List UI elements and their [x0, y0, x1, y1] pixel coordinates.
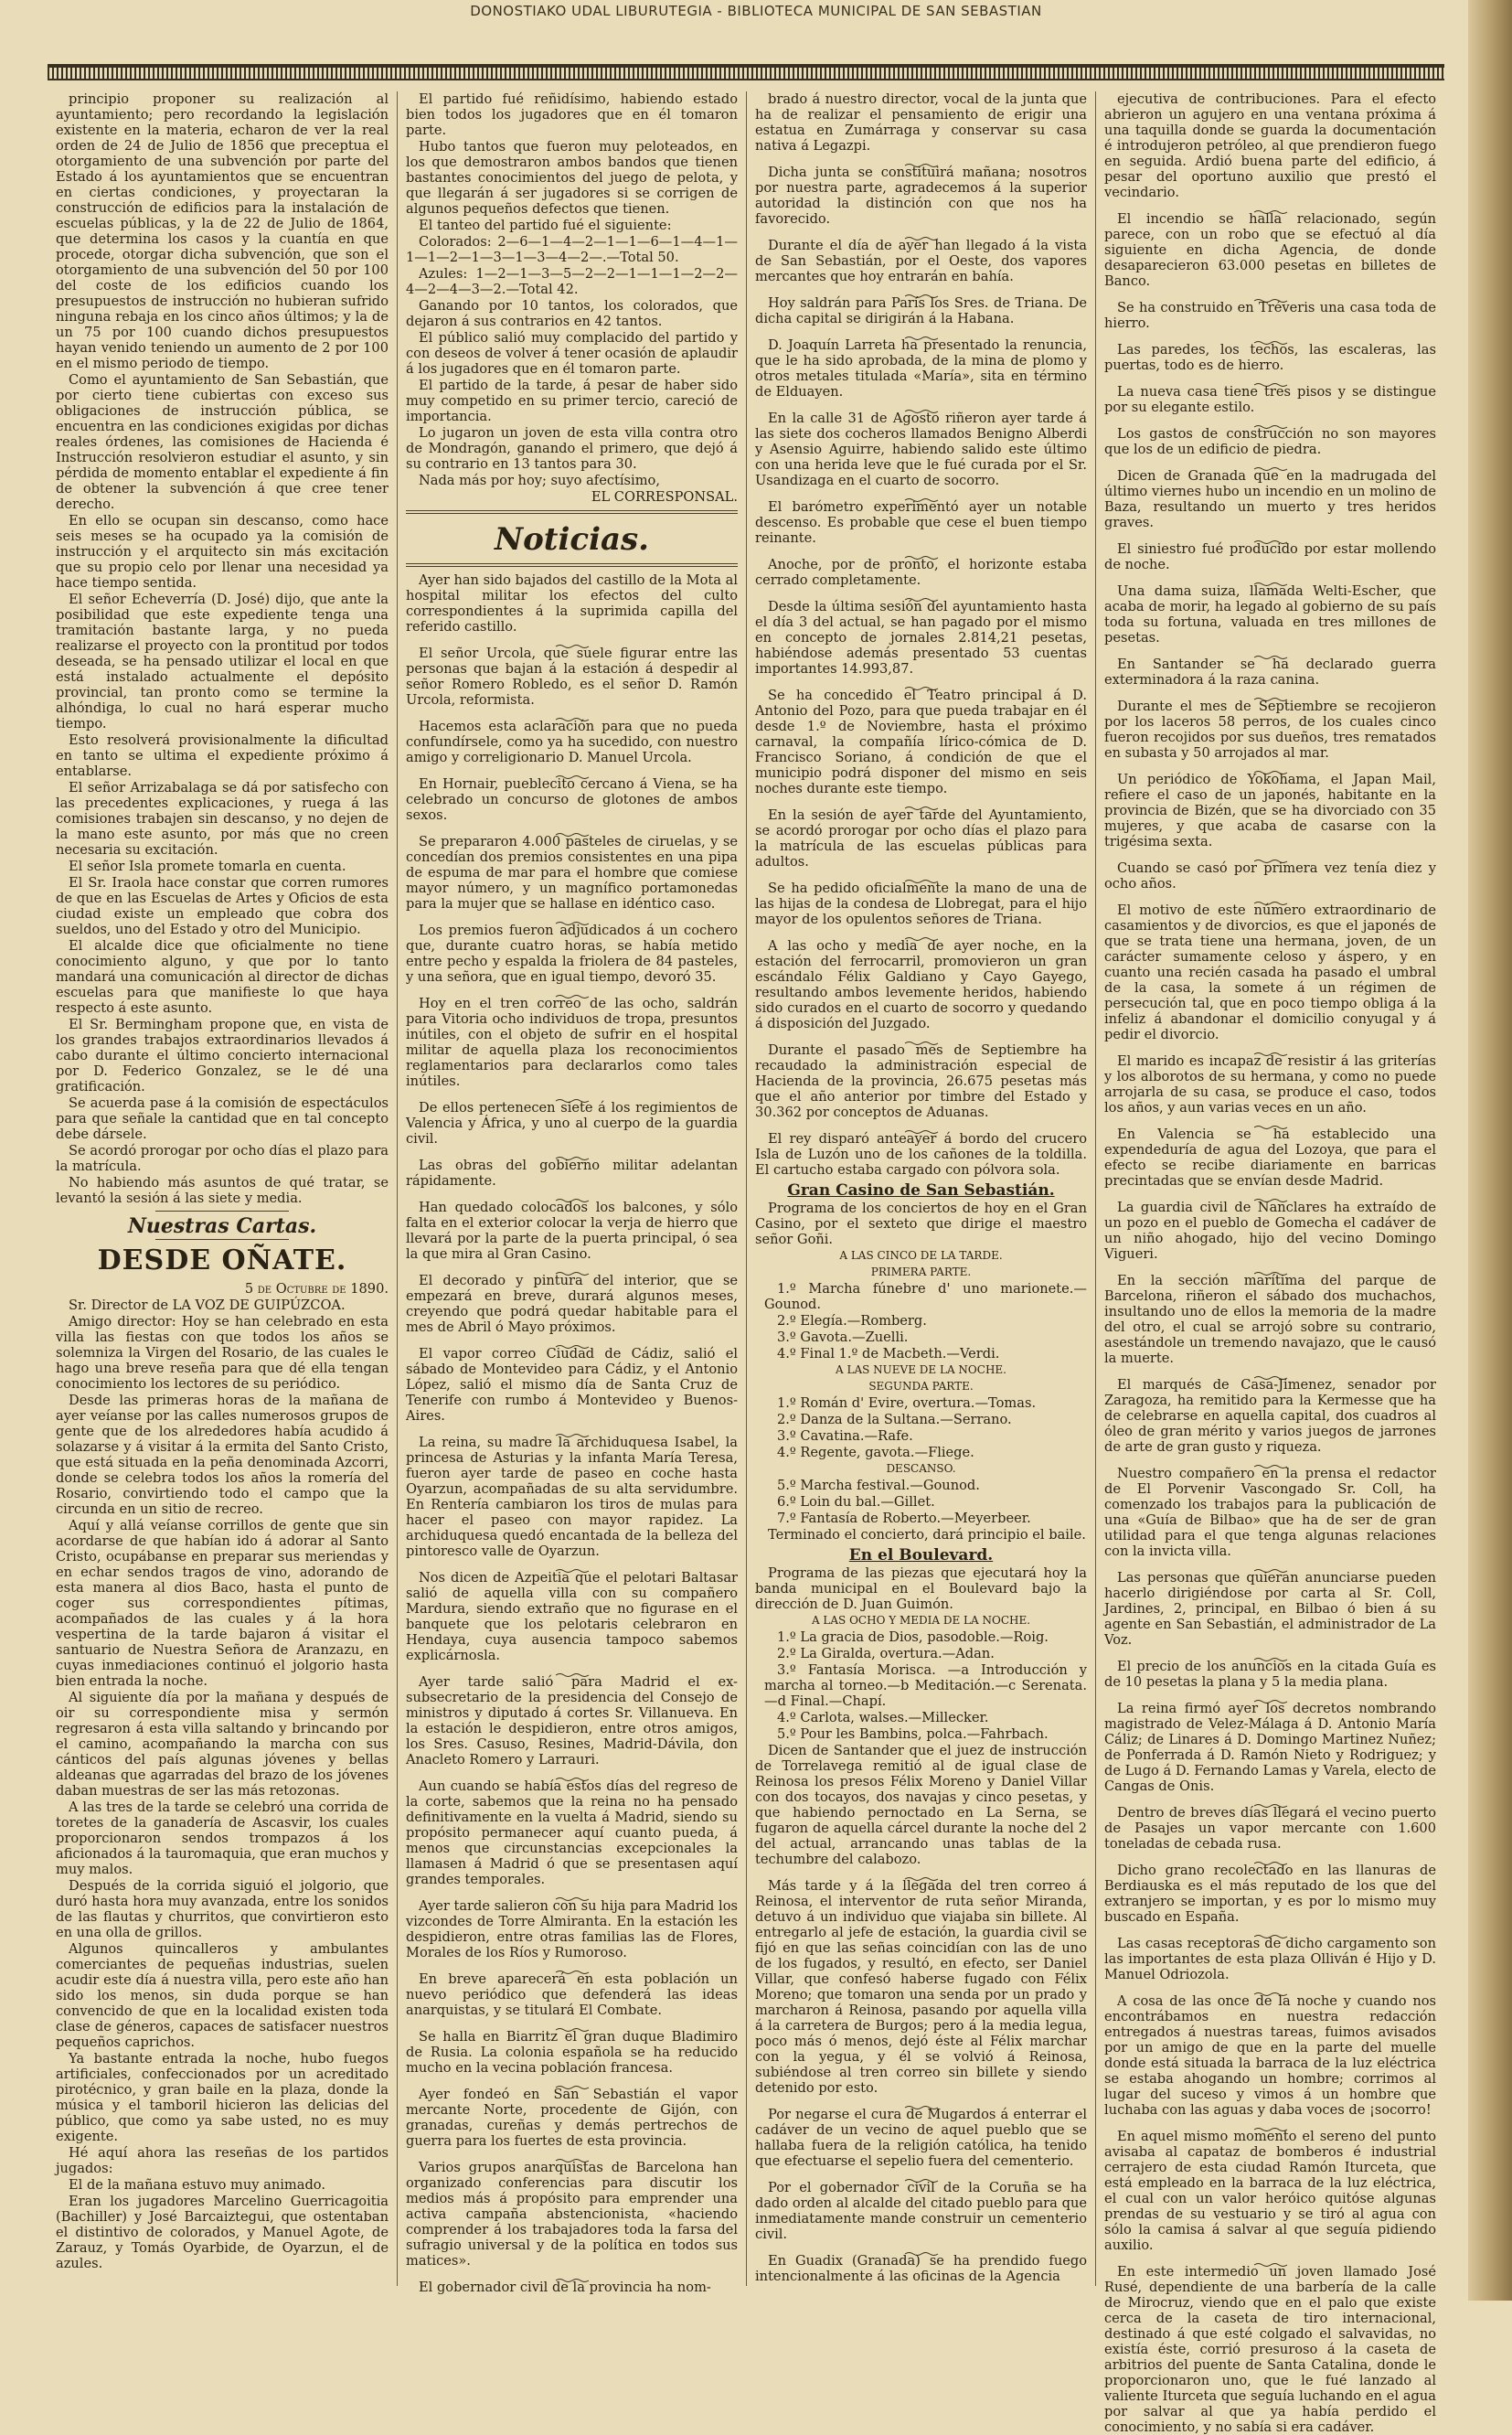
paragraph: El Sr. Bermingham propone que, en vista de los grandes trabajos extraordinarios llevados á cabo durante el último concierto internacional por D. Federico Gonzalez, se le dé una gratificación. — [56, 1017, 389, 1095]
news-separator — [406, 2021, 738, 2026]
paragraph: Se acordó prorogar por ocho días el plazo para la matrícula. — [56, 1143, 389, 1174]
paragraph: Aquí y allá veíanse corrillos de gente que sin acordarse de que habían ido á adorar al Santo Cristo, ocupábanse en preparar sus meriendas y en echar sendos tragos de vino, adorando de esta manera al dios Baco, hasta el punto de coger sus correspondientes pítimas, acompañados de las cuales y á la hora vespertina de la tarde bajaron á visitar el santuario de Nuestra Señora de Aranzazu, en cuyas inmediaciones continuó el jolgorio hasta bien entrada la noche. — [56, 1518, 389, 1689]
paragraph: Se ha pedido oficialmente la mano de una de las hijas de la condesa de Llobregat, para el hijo mayor de los opulentos señores de Triana. — [755, 881, 1087, 927]
news-separator — [755, 402, 1087, 408]
paragraph: Las obras del gobierno militar adelantan rápidamente. — [406, 1158, 738, 1189]
news-separator — [406, 1191, 738, 1197]
paragraph: Las paredes, los techos, las escaleras, las puertas, todo es de hierro. — [1104, 342, 1436, 373]
paragraph: Aun cuando se había estos días del regreso de la corte, sabemos que la reina no ha pensado definitivamente en la vuelta á Madrid, siendo su propósito permanecer aquí cuanto pueda, á menos que circunstancias excepcionales la llamasen á Madrid ó que se presentasen aquí grandes temporales. — [406, 1778, 738, 1887]
news-separator — [1104, 334, 1436, 339]
paragraph: Los premios fueron adjudicados á un cochero que, durante cuatro horas, se había metido entre pecho y espalda la friolera de 84 pasteles, y una señora, que en igual tiempo, devoró 35. — [406, 923, 738, 985]
paragraph: Amigo director: Hoy se han celebrado en esta villa las fiestas con que todos los años se solemniza la Virgen del Rosario, de las cuales le hago una breve reseña para que dé ella tengan conocimiento los lectores de su periódico. — [56, 1314, 389, 1392]
news-separator — [406, 1426, 738, 1432]
paragraph: De ellos pertenecen siete á los regimientos de Valencia y África, y uno al cuerpo de la guardia civil. — [406, 1100, 738, 1147]
news-separator — [755, 930, 1087, 935]
casino-part-1: PRIMERA PARTE. — [870, 1266, 972, 1278]
paragraph: El partido de la tarde, á pesar de haber sido muy competido en su primer tercio, careció de importancia. — [406, 378, 738, 424]
paragraph: Nos dicen de Azpeitia que el pelotari Baltasar salió de aquella villa con su compañero Mardura, siendo extraño que no figurase en el banquete que los pelotaris celebraron en Hendaya, cuya ausencia tampoco sabemos explicárnosla. — [406, 1570, 738, 1663]
paragraph: El señor Urcola, que suele figurar entre las personas que bajan á la estación á despedir al señor Romero Robledo, es el señor D. Ramón Urcola, reformista. — [406, 646, 738, 708]
news-separator — [1104, 376, 1436, 381]
paragraph: Ayer tarde salieron con su hija para Madrid los vizcondes de Torre Almiranta. En la estación les despidieron, entre otras familias las de Flores, Morales de los Ríos y Rumoroso. — [406, 1898, 738, 1960]
paragraph: Nuestro compañero en la prensa el redactor de El Porvenir Vascongado Sr. Coll, ha comenzado los trabajos para la publicación de una «Guía de Bilbao» que ha de ser de gran utilidad para el que tenga algunas relaciones con la invicta villa. — [1104, 1466, 1436, 1559]
news-separator — [1104, 2120, 1436, 2126]
paragraph: Dentro de breves días llegará el vecino puerto de Pasajes un vapor mercante con 1.600 toneladas de cebada rusa. — [1104, 1805, 1436, 1852]
paragraph: Como el ayuntamiento de San Sebastián, que por cierto tiene cubiertas con exceso sus obligaciones de instrucción pública, se encuentra en las condiciones exigidas por dichas reales órdenes, las comisiones de Hacienda é Instrucción resolvieron estudiar el asunto, y sin pérdida de momento entablar el expediente á fin de obtener la subvención á que cree tener derecho. — [56, 372, 389, 512]
column-1 — [48, 91, 397, 2286]
paragraph: Por negarse el cura de Mugardos á enterrar el cadáver de un vecino de aquel pueblo que se hallaba fuera de la religión católica, ha tenido que efectuarse el sepelio fuera del cementerio. — [755, 2107, 1087, 2169]
paragraph: A las ocho y media de ayer noche, en la estación del ferrocarril, promovieron un gran escándalo Félix Galdiano y Cayo Gayego, resultando ambos levemente heridos, habiendo sido curados en el cuarto de socorro y quedando á disposición del Juzgado. — [755, 938, 1087, 1031]
paragraph: No habiendo más asuntos de qué tratar, se levantó la sesión á las siete y media. — [56, 1175, 389, 1206]
paragraph: La guardia civil de Nanclares ha extraído de un pozo en el pueblo de Gomecha el cadáver de un niño ahogado, hijo del vecino Domingo Vigueri. — [1104, 1200, 1436, 1262]
paragraph: Nada más por hoy; suyo afectísimo, — [419, 473, 660, 488]
paragraph: El señor Isla promete tomarla en cuenta. — [69, 859, 346, 874]
paragraph: A las tres de la tarde se celebró una corrida de toretes de la ganadería de Ascasvir, los cuales proporcionaron sendos trompazos á los aficionados á la tauromaquia, que eran muchos y muy malos. — [56, 1800, 389, 1877]
news-separator — [755, 1870, 1087, 1875]
paragraph: El señor Arrizabalaga se dá por satisfecho con las precedentes explicaciones, y ruega á las comisiones trabajen sin descanso, y no dejen de la mano este asunto, por más que no creen necesaria su excitación. — [56, 780, 389, 858]
article-date: 5 de Octubre de 1890. — [244, 1281, 389, 1297]
paragraph: principio proponer su realización al ayuntamiento; pero recordando la legislación existente en la materia, echaron de ver la real orden de 24 de Julio de 1856 que preceptua el otorgamiento de una subvención por parte del Estado á los ayuntamientos que se encuentran en ciertas condiciones, y proyectaran la construcción de edificios para la instalación de escuelas públicas, y la de 22 de Julio de 1864, que determina los casos y la cuantía en que procede, otorgar dicha subvención, que son el otorgamiento de una subvención del 50 por 100 del coste de los edificios cuando los presupuestos de instrucción no hubieran sufrido ninguna rebaja en los cinco años últimos; y la de un 75 por 100 cuando dichos presupuestos hayan venido teniendo un aumento de 2 por 100 en el mismo periodo de tiempo. — [56, 91, 389, 371]
news-separator — [1104, 1369, 1436, 1374]
news-separator — [1104, 533, 1436, 539]
paragraph: Se halla en Biarritz el gran duque Bladimiro de Rusia. La colonia española se ha reducido mucho en la vecina población francesa. — [406, 2029, 738, 2076]
article-title-onate: DESDE OÑATE. — [97, 1244, 347, 1276]
paragraph: 1.º La gracia de Dios, pasodoble.—Roig. — [777, 1629, 1049, 1645]
news-separator — [755, 329, 1087, 335]
paragraph: En breve aparecerá en esta población un nuevo periódico que defenderá las ideas anarquistas, y se titulará El Combate. — [406, 1971, 738, 2018]
section-title-noticias: Noticias. — [494, 521, 649, 558]
news-separator — [406, 768, 738, 774]
column-4 — [1095, 91, 1444, 2435]
paragraph: 6.º Loin du bal.—Gillet. — [777, 1494, 935, 1510]
paragraph: 4.º Regente, gavota.—Fliege. — [777, 1445, 974, 1460]
paragraph: El barómetro experimentó ayer un notable descenso. Es probable que cese el buen tiempo reinante. — [755, 499, 1087, 546]
paragraph: 5.º Marcha festival.—Gounod. — [777, 1478, 980, 1493]
news-separator — [755, 591, 1087, 596]
paragraph: Ayer tarde salió para Madrid el ex-subsecretario de la presidencia del Consejo de ministros y diputado á cortes Sr. Villanueva. En la estación le despidieron, entre otros amigos, los Sres. Casuso, Resines, Madrid-Dávila, don Anacleto Romero y Larrauri. — [406, 1674, 738, 1768]
paragraph: Se ha concedido el Teatro principal á D. Antonio del Pozo, para que pueda trabajar en él desde 1.º de Noviembre, hasta el próximo carnaval, la compañía lírico-cómica de D. Francisco Soriano, á condición de que el municipio podrá disponer del mismo en seis noches durante este tiempo. — [755, 688, 1087, 796]
paragraph: 3.º Fantasía Morisca. —a Introducción y marcha al torneo.—b Meditación.—c Serenata.—d Final.—Chapí. — [764, 1662, 1087, 1709]
paragraph: Se acuerda pase á la comisión de espectáculos para que señale la cantidad que en tal concepto debe dársele. — [56, 1095, 389, 1142]
news-separator — [406, 1149, 738, 1155]
news-separator — [755, 872, 1087, 878]
paragraph: Se prepararon 4.000 pasteles de ciruelas, y se concedían dos premios consistentes en una pipa de espuma de mar para el hombre que comiese mayor número, y un magnífico portamonedas para la mujer que se hallase en idéntico caso. — [406, 834, 738, 912]
paragraph: 2.º Danza de la Sultana.—Serrano. — [777, 1412, 1012, 1427]
divider — [155, 1239, 289, 1240]
paragraph: Varios grupos anarquistas de Barcelona han organizado conferencias para discutir los medios más á propósito para emprender una activa campaña abstencionista, «haciendo comprender á los trabajadores toda la farsa del sufragio universal y de la política en todos sus matices». — [406, 2160, 738, 2269]
news-separator — [1104, 1562, 1436, 1567]
paragraph: 2.º La Giralda, overtura.—Adan. — [777, 1646, 995, 1661]
paragraph: 1.º Marcha fúnebre d' uno marionete.—Gounod. — [764, 1281, 1087, 1312]
news-separator — [406, 1265, 738, 1270]
paragraph: El siniestro fué producido por estar mollendo de noche. — [1104, 541, 1436, 572]
paragraph: Durante el mes de Septiembre se recojieron por los laceros 58 perros, de los cuales cinco fueron recojidos por sus dueños, tres rematados en subasta y 50 arrojados al mar. — [1104, 699, 1436, 761]
news-separator — [755, 549, 1087, 554]
news-separator — [1104, 894, 1436, 900]
news-separator — [755, 2099, 1087, 2104]
paragraph: Ganando por 10 tantos, los colorados, que dejaron á sus contrarios en 42 tantos. — [406, 298, 738, 329]
paragraph: En ello se ocupan sin descanso, como hace seis meses se ha ocupado ya la comisión de instrucción y el arquitecto sin más excitación que su propio celo por llenar una necesidad ya hace tiempo sentida. — [56, 513, 389, 591]
paragraph: 4.º Carlota, walses.—Millecker. — [777, 1710, 989, 1725]
library-header: DONOSTIAKO UDAL LIBURUTEGIA - BIBLIOTECA MUNICIPAL DE SAN SEBASTIAN — [470, 3, 1042, 19]
paragraph: 3.º Cavatina.—Rafe. — [777, 1428, 913, 1444]
paragraph: 2.º Elegía.—Romberg. — [777, 1313, 927, 1329]
paragraph: Hoy saldrán para París los Sres. de Triana. De dicha capital se dirigirán á la Habana. — [755, 295, 1087, 326]
divider — [406, 510, 738, 514]
paragraph: Colorados: 2—6—1—4—2—1—1—6—1—4—1—1—1—2—1—3—1—3—4—2—.—Total 50. — [406, 234, 738, 265]
paragraph: En Santander se ha declarado guerra exterminadora á la raza canina. — [1104, 657, 1436, 688]
news-separator — [1104, 764, 1436, 769]
news-separator — [406, 2078, 738, 2084]
news-separator — [1104, 1985, 1436, 1991]
paragraph: brado á nuestro director, vocal de la junta que ha de realizar el pensamiento de erigir una estatua en Zumárraga y conservar su casa nativa á Legazpi. — [755, 91, 1087, 154]
boulevard-time: A LAS OCHO Y MEDIA DE LA NOCHE. — [811, 1614, 1031, 1627]
paragraph: En Hornair, pueblecito cercano á Viena, se ha celebrado un concurso de glotones de ambos sexos. — [406, 776, 738, 823]
news-separator — [1104, 1693, 1436, 1698]
paragraph: El precio de los anuncios en la citada Guía es de 10 pesetas la plana y 5 la media plana. — [1104, 1659, 1436, 1690]
paragraph: Las casas receptoras de dicho cargamento son las importantes de esta plaza Olliván é Hijo y D. Manuel Odriozola. — [1104, 1936, 1436, 1982]
news-separator — [406, 1562, 738, 1567]
section-title-cartas: Nuestras Cartas. — [127, 1214, 317, 1238]
top-rule — [48, 64, 1444, 80]
casino-part-2: SEGUNDA PARTE. — [868, 1380, 974, 1393]
paragraph: Dicen de Granada que en la madrugada del último viernes hubo un incendio en un molino de Baza, resultando un muerto y tres heridos graves. — [1104, 468, 1436, 530]
paragraph: Un periódico de Yokohama, el Japan Mail, refiere el caso de un japonés, habitante en la provincia de Bizén, que se ha divorciado con 35 mujeres, y que acaba de casarse con la trigésima sexta. — [1104, 772, 1436, 849]
news-separator — [1104, 1458, 1436, 1463]
paragraph: Dicha junta se constituirá mañana; nosotros por nuestra parte, agradecemos á la superior autoridad la distinción con que nos ha favorecido. — [755, 165, 1087, 227]
news-separator — [1104, 648, 1436, 654]
column-3 — [746, 91, 1095, 2286]
paragraph: En Guadix (Granada) se ha prendido fuego intencionalmente á las oficinas de la Agencia — [755, 2253, 1087, 2284]
news-separator — [406, 1338, 738, 1343]
paragraph: El decorado y pintura del interior, que se empezará en breve, durará algunos meses, creyendo que podrá quedar habitable para el mes de Abril ó Mayo próximos. — [406, 1273, 738, 1335]
paragraph: El partido fué reñidísimo, habiendo estado bien todos los jugadores que en él tomaron parte. — [406, 91, 738, 138]
paragraph: Lo jugaron un joven de esta villa contra otro de Mondragón, ganando el primero, que dejó á su contrario en 13 tantos para 30. — [406, 425, 738, 472]
paragraph: Al siguiente día por la mañana y después de oir su correspondiente misa y sermón regresaron á esta villa saltando y brincando por el camino, acompañando la marcha con sus cánticos del país algunas jóvenes y bellas aldeanas que agarradas del brazo de los jóvenes daban muestras de ser las más retozonas. — [56, 1690, 389, 1799]
paragraph: 7.º Fantasía de Roberto.—Meyerbeer. — [777, 1511, 1031, 1526]
news-separator — [406, 1092, 738, 1097]
paragraph: Las personas que quieran anunciarse pueden hacerlo dirigiéndose por carta al Sr. Coll, Jardines, 2, principal, en Bilbao ó bien á su agente en San Sebastián, el administrador de La Voz. — [1104, 1570, 1436, 1648]
paragraph: El tanteo del partido fué el siguiente: — [419, 218, 672, 233]
paragraph: Cuando se casó por primera vez tenía diez y ocho años. — [1104, 860, 1436, 892]
news-separator — [406, 1770, 738, 1776]
news-separator — [1104, 1928, 1436, 1933]
paragraph: En aquel mismo momento el sereno del punto avisaba al capataz de bomberos é industrial cerrajero de esta ciudad Ramón Iturceta, que está empleado en la barraca de la luz eléctrica, el cual con un valor heróico quitóse algunas prendas de su vestuario y se tiró al agua con sólo la camisa á salvar al que seguía pidiendo auxilio. — [1104, 2129, 1436, 2253]
paragraph: El Sr. Iraola hace constar que corren rumores de que en las Escuelas de Artes y Oficios de esta ciudad existe un empleado que cobra dos sueldos, uno del Estado y otro del Municipio. — [56, 875, 389, 937]
paragraph: Sr. Director de LA VOZ DE GUIPÚZCOA. — [69, 1298, 346, 1313]
newspaper-columns — [48, 91, 1444, 2435]
paragraph: Eran los jugadores Marcelino Guerricagoitia (Bachiller) y José Barcaiztegui, que ostentaban el distintivo de colorados, y Manuel Agote, de Zarauz, y Tomás Oyarbide, de Oyarzun, el de azules. — [56, 2194, 389, 2271]
paragraph: Dicen de Santander que el juez de instrucción de Torrelavega remitió al de igual clase de Reinosa los presos Félix Moreno y Daniel Villar con dos tocayos, dos navajas y cinco pesetas, y que habiendo pernoctado en La Serna, se fugaron de aquella cárcel durante la noche del 2 del actual, arrancando unas tablas de la techumbre del calabozo. — [755, 1743, 1087, 1867]
column-2 — [397, 91, 746, 2295]
paragraph: La reina firmó ayer los decretos nombrando magistrado de Velez-Málaga á D. Antonio María Cáliz; de Linares á D. Domingo Martinez Nuñez; de Ponferrada á D. Ramón Nieto y Rodriguez; y de Lugo á D. Fernando Lamas y Varela, electo de Cangas de Onis. — [1104, 1701, 1436, 1794]
news-separator — [1104, 1191, 1436, 1197]
news-separator — [406, 710, 738, 716]
news-separator — [1104, 1265, 1436, 1270]
paragraph: A cosa de las once de la noche y cuando nos encontrábamos en nuestra redacción entregados á nuestras tareas, fuimos avisados por un amigo de que en la parte del muelle donde está situada la barraca de la luz eléctrica se estaba ahogando un hombre; corrimos al lugar del suceso y vimos á un hombre que luchaba con las aguas y daba voces de ¡socorro! — [1104, 1993, 1436, 2118]
news-separator — [755, 2245, 1087, 2250]
paragraph: Más tarde y á la llegada del tren correo á Reinosa, el interventor de ruta señor Miranda, detuvo á un individuo que viajaba sin billete. Al entregarlo al jefe de estación, la guardia civil se fijó en que las señas coincidían con las de uno de los fugados, y resultó, en efecto, ser Daniel Villar, que confesó haberse fugado con Félix Moreno; que tomaron una senda por un prado y marcharon á Reinosa, pasando por aquella villa á la carretera de Burgos; pero á la media legua, poco más ó menos, dejó éste al Félix marchar con la yegua, y él se volvió á Reinosa, subiéndose al tren correo sin billete y siendo detenido por esto. — [755, 1878, 1087, 2096]
paragraph: 3.º Gavota.—Zuelli. — [777, 1330, 909, 1345]
boulevard-intro: Programa de las piezas que ejecutará hoy la banda municipal en el Boulevard bajo la dirección de D. Juan Guimón. — [755, 1565, 1087, 1612]
paragraph: Durante el día de ayer han llegado á la vista de San Sebastián, por el Oeste, dos vapores mercantes que hoy entrarán en bahía. — [755, 238, 1087, 284]
news-separator — [1104, 1045, 1436, 1051]
paragraph: ejecutiva de contribuciones. Para el efecto abrieron un agujero en una ventana próxima á una taquilla donde se guarda la documentación é introdujeron petróleo, al que prendieron fuego en seguida. Ardió buena parte del edificio, á pesar del oportuno auxilio que prestó el vecindario. — [1104, 91, 1436, 200]
casino-pause: DESCANSO. — [886, 1462, 956, 1475]
news-separator — [755, 1123, 1087, 1128]
paragraph: En la sesión de ayer tarde del Ayuntamiento, se acordó prorogar por ocho días el plazo para la matrícula de las escuelas públicas para adultos. — [755, 807, 1087, 870]
news-separator — [406, 1890, 738, 1896]
paragraph: En este intermedio un joven llamado José Rusé, dependiente de una barbería de la calle de Mirocruz, viendo que en el palo que existe cerca de la caseta de tiro internacional, destinado á que esté colgado el salvavidas, no existía éste, corrió presuroso á la caseta de arbitrios del puente de Santa Catalina, donde le proporcionaron uno, que le fué lanzado al valiente Iturceta que seguía luchando en el agua por salvar al que ya había perdido el conocimiento, y no sabía si era cadáver. — [1104, 2264, 1436, 2435]
paragraph: La reina, su madre la archiduquesa Isabel, la princesa de Asturias y la infanta María Teresa, fueron ayer tarde de paseo en coche hasta Oyarzun, acompañadas de su alta servidumbre. En Rentería cambiaron los tiros de mulas para hacer el paseo con mayor rapidez. La archiduquesa quedó encantada de la belleza del pintoresco valle de Oyarzun. — [406, 1435, 738, 1559]
paragraph: Dicho grano recolectado en las llanuras de Berdiauska es el más reputado de los que del extranjero se importan, y es por lo mismo muy buscado en España. — [1104, 1863, 1436, 1925]
paragraph: El incendio se halla relacionado, según parece, con un robo que se efectuó al día siguiente en dicha Agencia, de donde desaparecieron 63.000 pesetas en billetes de Banco. — [1104, 211, 1436, 289]
news-separator — [755, 156, 1087, 162]
paragraph: Hubo tantos que fueron muy peloteados, en los que demostraron ambos bandos que tienen bastantes conocimientos del juego de pelota, y que llegarán á ser jugadores si se corrigen de algunos pequeños defectos que tienen. — [406, 139, 738, 217]
paragraph: En la calle 31 de Agosto riñeron ayer tarde á las siete dos cocheros llamados Benigno Alberdi y Asensio Aguirre, habiendo salido este último con una herida leve que le fué curada por el Sr. Usandizaga en el cuarto de socorro. — [755, 411, 1087, 488]
paragraph: El alcalde dice que oficialmente no tiene conocimiento alguno, y que por lo tanto mandará una comunicación al director de dichas escuelas para que manifieste lo que haya respecto á este asunto. — [56, 938, 389, 1016]
paragraph: Hoy en el tren correo de las ocho, saldrán para Vitoria ocho individuos de tropa, presuntos inútiles, con el objeto de sufrir en el hospital militar de aquella plaza los reconocimientos reglamentarios para declararlos como tales inútiles. — [406, 996, 738, 1089]
correspondent-signature: EL CORRESPONSAL. — [591, 489, 738, 505]
news-separator — [1104, 690, 1436, 696]
paragraph: Esto resolverá provisionalmente la dificultad en tanto se ultima el expediente próximo á entablarse. — [56, 732, 389, 779]
news-separator — [406, 2271, 738, 2277]
news-separator — [1104, 1854, 1436, 1860]
news-separator — [1104, 1118, 1436, 1124]
news-separator — [406, 988, 738, 993]
paragraph: Se ha construido en Tréveris una casa toda de hierro. — [1104, 300, 1436, 331]
divider — [406, 563, 738, 567]
paragraph: Después de la corrida siguió el jolgorio, que duró hasta hora muy avanzada, entre los sonidos de las flautas y churritos, que convirtieron esto en una olla de grillos. — [56, 1878, 389, 1940]
casino-title: Gran Casino de San Sebastián. — [787, 1181, 1055, 1200]
news-separator — [406, 2152, 738, 2157]
paragraph: Desde la última sesión del ayuntamiento hasta el día 3 del actual, se han pagado por el mismo en concepto de jornales 2.814,21 pesetas, habiéndose además presentado 53 cuentas importantes 14.993,87. — [755, 599, 1087, 677]
news-separator — [406, 1963, 738, 1969]
paragraph: D. Joaquín Larreta ha presentado la renuncia, que le ha sido aprobada, de la mina de plomo y otros metales titulada «María», sita en término de Elduayen. — [755, 337, 1087, 400]
paragraph: En la sección marítima del parque de Barcelona, riñeron el sábado dos muchachos, insultando uno de ellos la memoria de la madre del otro, el cual se arrojó sobre su contrario, asestándole un tremendo navajazo, que le causó la muerte. — [1104, 1273, 1436, 1366]
paragraph: El de la mañana estuvo muy animado. — [69, 2177, 325, 2193]
paragraph: Ya bastante entrada la noche, hubo fuegos artificiales, confeccionados por un acreditado pirotécnico, y gran baile en la plaza, donde la música y el tamboril hicieron las delicias del público, que como ya sabe usted, no es muy exigente. — [56, 2051, 389, 2144]
news-separator — [755, 230, 1087, 235]
paragraph: En Valencia se ha establecido una expendeduría de agua del Lozoya, que para el efecto se recibe diariamente en barricas precintadas que se envían desde Madrid. — [1104, 1127, 1436, 1189]
paragraph: Azules: 1—2—1—3—5—2—2—1—1—1—2—2—4—2—4—3—2.—Total 42. — [406, 266, 738, 297]
news-separator — [406, 826, 738, 831]
news-separator — [1104, 1650, 1436, 1656]
paragraph: Ayer han sido bajados del castillo de la Mota al hospital militar los efectos del culto correspondientes á la suprimida capilla del referido castillo. — [406, 572, 738, 635]
page-edge — [1468, 0, 1512, 2301]
paragraph: El señor Echeverría (D. José) dijo, que ante la posibilidad que este expediente tenga una tramitación bastante larga, y no pueda realizarse el proyecto con la prontitud por todos deseada, se ha pensado utilizar el local en que está instalado actualmente el depósito provincial, tan pronto como se termine la alhóndiga, lo cual no hará esperar mucho tiempo. — [56, 592, 389, 732]
paragraph: Los gastos de construcción no son mayores que los de un edificio de piedra. — [1104, 426, 1436, 457]
paragraph: Ayer fondeó en San Sebastián el vapor mercante Norte, procedente de Gijón, con granadas, cureñas y demás pertrechos de guerra para los fuertes de esta provincia. — [406, 2087, 738, 2149]
news-separator — [406, 637, 738, 643]
news-separator — [1104, 575, 1436, 581]
boulevard-title: En el Boulevard. — [848, 1546, 994, 1565]
news-separator — [755, 2172, 1087, 2177]
news-separator — [755, 491, 1087, 497]
paragraph: Durante el pasado mes de Septiembre ha recaudado la administración especial de Hacienda de la provincia, 26.675 pesetas más que el año anterior por timbre del Estado y 30.362 por conceptos de Aduanas. — [755, 1042, 1087, 1120]
paragraph: La nueva casa tiene tres pisos y se distingue por su elegante estilo. — [1104, 384, 1436, 415]
paragraph: Por el gobernador civil de la Coruña se ha dado orden al alcalde del citado pueblo para que inmediatamente mande construir un cementerio civil. — [755, 2180, 1087, 2242]
divider — [155, 1211, 289, 1212]
paragraph: Hacemos esta aclaración para que no pueda confundírsele, como ya ha sucedido, con nuestro amigo y correligionario D. Manuel Urcola. — [406, 719, 738, 765]
news-separator — [755, 679, 1087, 685]
paragraph: El marqués de Casa-Jimenez, senador por Zaragoza, ha remitido para la Kermesse que ha de celebrarse en aquella capital, dos cuadros al óleo de gran mérito y varios juegos de jarrones de arte de gran gusto y riqueza. — [1104, 1377, 1436, 1455]
casino-intro: Programa de los conciertos de hoy en el Gran Casino, por el sexteto que dirige el maestro señor Goñi. — [755, 1201, 1087, 1247]
paragraph: 4.º Final 1.º de Macbeth.—Verdi. — [777, 1346, 1000, 1362]
paragraph: El vapor correo Ciudad de Cádiz, salió el sábado de Montevideo para Cádiz, y el Antonio López, salió el mismo día de Santa Cruz de Tenerife con rumbo á Montevideo y Buenos-Aires. — [406, 1346, 738, 1424]
news-separator — [1104, 292, 1436, 297]
casino-time-1: A LAS CINCO DE LA TARDE. — [839, 1249, 1003, 1262]
paragraph: Hé aquí ahora las reseñas de los partidos jugados: — [56, 2145, 389, 2176]
casino-time-2: A LAS NUEVE DE LA NOCHE. — [836, 1363, 1006, 1376]
paragraph: El marido es incapaz de resistir á las griterías y los alborotos de su hermana, y como no puede arrojarla de su casa, se produce el caso, todos los años, y aun varias veces en un año. — [1104, 1053, 1436, 1116]
paragraph: Anoche, por de pronto, el horizonte estaba cerrado completamente. — [755, 557, 1087, 588]
paragraph: 1.º Román d' Evire, overtura.—Tomas. — [777, 1395, 1037, 1411]
news-separator — [1104, 2256, 1436, 2261]
news-separator — [755, 1034, 1087, 1040]
news-separator — [755, 799, 1087, 805]
news-separator — [406, 1666, 738, 1671]
news-separator — [1104, 203, 1436, 208]
paragraph: Desde las primeras horas de la mañana de ayer veíanse por las calles numerosos grupos de gente que de los alrededores había acudido á solazarse y á visitar á la ermita del Santo Cristo, que está situada en la peña denominada Azcorri, donde se celebra todos los años la romería del Rosario, convirtiendo todo el campo que la circunda en un sitio de recreo. — [56, 1393, 389, 1517]
paragraph: El rey disparó anteayer á bordo del crucero Isla de Luzón uno de los cañones de la toldilla. El cartucho estaba cargado con pólvora sola. — [755, 1131, 1087, 1178]
paragraph: El gobernador civil de la provincia ha nom- — [419, 2280, 711, 2295]
paragraph: Una dama suiza, llamada Welti-Escher, que acaba de morir, ha legado al gobierno de su país toda su fortuna, valuada en tres millones de pesetas. — [1104, 583, 1436, 646]
news-separator — [1104, 460, 1436, 465]
paragraph: Han quedado colocados los balcones, y sólo falta en el exterior colocar la verja de hierro que llevará por la parte de la puerta principal, ó sea la que mira al Gran Casino. — [406, 1200, 738, 1262]
paragraph: 5.º Pour les Bambins, polca.—Fahrbach. — [777, 1726, 1049, 1742]
casino-close: Terminado el concierto, dará principio el baile. — [768, 1527, 1086, 1543]
news-separator — [1104, 852, 1436, 858]
news-separator — [755, 287, 1087, 293]
paragraph: El público salió muy complacido del partido y con deseos de volver á tener ocasión de aplaudir á los jugadores que en él tomaron parte. — [406, 330, 738, 377]
news-separator — [1104, 1797, 1436, 1802]
news-separator — [1104, 418, 1436, 423]
paragraph: Algunos quincalleros y ambulantes comerciantes de pequeñas industrias, suelen acudir este día á nuestra villa, pero este año han sido los menos, sin duda porque se han convencido de que en la localidad existen toda clase de géneros, capaces de satisfacer nuestros pequeños caprichos. — [56, 1941, 389, 2050]
paragraph: El motivo de este número extraordinario de casamientos y de divorcios, es que el japonés de que se trata tiene una hermana, joven, de un carácter sumamente celoso y áspero, y en cuanto una recién casada ha pasado el umbral de la casa, la somete á un régimen de persecución tal, que en poco tiempo obliga á la infeliz á abandonar el domicilio conyugal y á pedir el divorcio. — [1104, 902, 1436, 1042]
news-separator — [406, 914, 738, 920]
